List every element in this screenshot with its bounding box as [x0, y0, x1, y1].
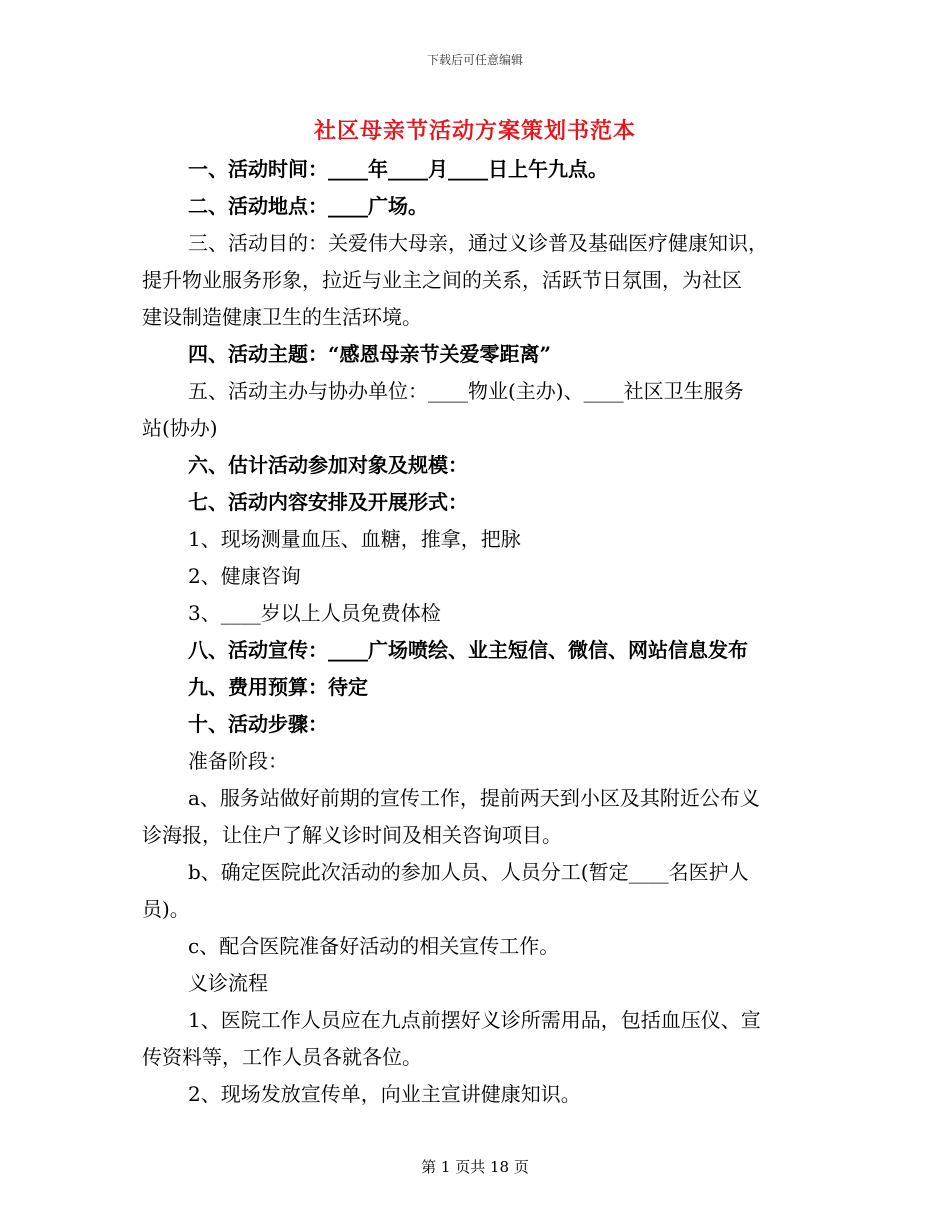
page-footer: 第 1 页共 18 页 — [421, 1158, 529, 1176]
paragraph-line: 四、活动主题：“感恩母亲节关爱零距离” — [188, 342, 552, 366]
document-title: 社区母亲节活动方案策划书范本 — [313, 118, 636, 144]
paragraph-line: a、服务站做好前期的宣传工作，提前两天到小区及其附近公布义 — [188, 786, 760, 810]
paragraph-line: 2、现场发放宣传单，向业主宣讲健康知识。 — [188, 1082, 581, 1106]
document-body — [142, 151, 804, 1113]
paragraph-line: 二、活动地点：____广场。 — [188, 194, 428, 218]
paragraph-line: b、确定医院此次活动的参加人员、人员分工(暂定____名医护人 — [188, 860, 749, 884]
paragraph-line: 六、估计活动参加对象及规模： — [188, 453, 468, 477]
paragraph-line: 2、健康咨询 — [188, 564, 301, 588]
paragraph-line: 站(协办) — [142, 416, 218, 440]
paragraph-line: 3、____岁以上人员免费体检 — [188, 601, 441, 625]
paragraph-line: 八、活动宣传：____广场喷绘、业主短信、微信、网站信息发布 — [188, 638, 748, 662]
paragraph-line: 建设制造健康卫生的生活环境。 — [142, 305, 422, 329]
paragraph-line: 1、医院工作人员应在九点前摆好义诊所需用品，包括血压仪、宣 — [188, 1008, 761, 1032]
paragraph-line: 七、活动内容安排及开展形式： — [188, 490, 468, 514]
paragraph-line: 传资料等，工作人员各就各位。 — [142, 1045, 422, 1069]
paragraph-line: 一、活动时间：____年____月____日上午九点。 — [188, 157, 608, 181]
paragraph-line: 九、费用预算：待定 — [188, 675, 368, 699]
paragraph-line: 准备阶段： — [188, 749, 288, 773]
paragraph-line: 五、活动主办与协办单位：____物业(主办)、____社区卫生服务 — [188, 379, 744, 403]
paragraph-line: 十、活动步骤： — [188, 712, 328, 736]
page-header-note: 下载后可任意编辑 — [426, 53, 523, 67]
paragraph-line: 三、活动目的：关爱伟大母亲，通过义诊普及基础医疗健康知识， — [188, 231, 768, 255]
paragraph-line: 1、现场测量血压、血糖，推拿，把脉 — [188, 527, 521, 551]
paragraph-line: c、配合医院准备好活动的相关宣传工作。 — [188, 934, 560, 958]
paragraph-line: 诊海报，让住户了解义诊时间及相关咨询项目。 — [142, 823, 562, 847]
paragraph-line: 提升物业服务形象，拉近与业主之间的关系，活跃节日氛围，为社区 — [142, 268, 742, 292]
paragraph-line: 义诊流程 — [188, 971, 268, 995]
paragraph-line: 员)。 — [142, 897, 190, 921]
